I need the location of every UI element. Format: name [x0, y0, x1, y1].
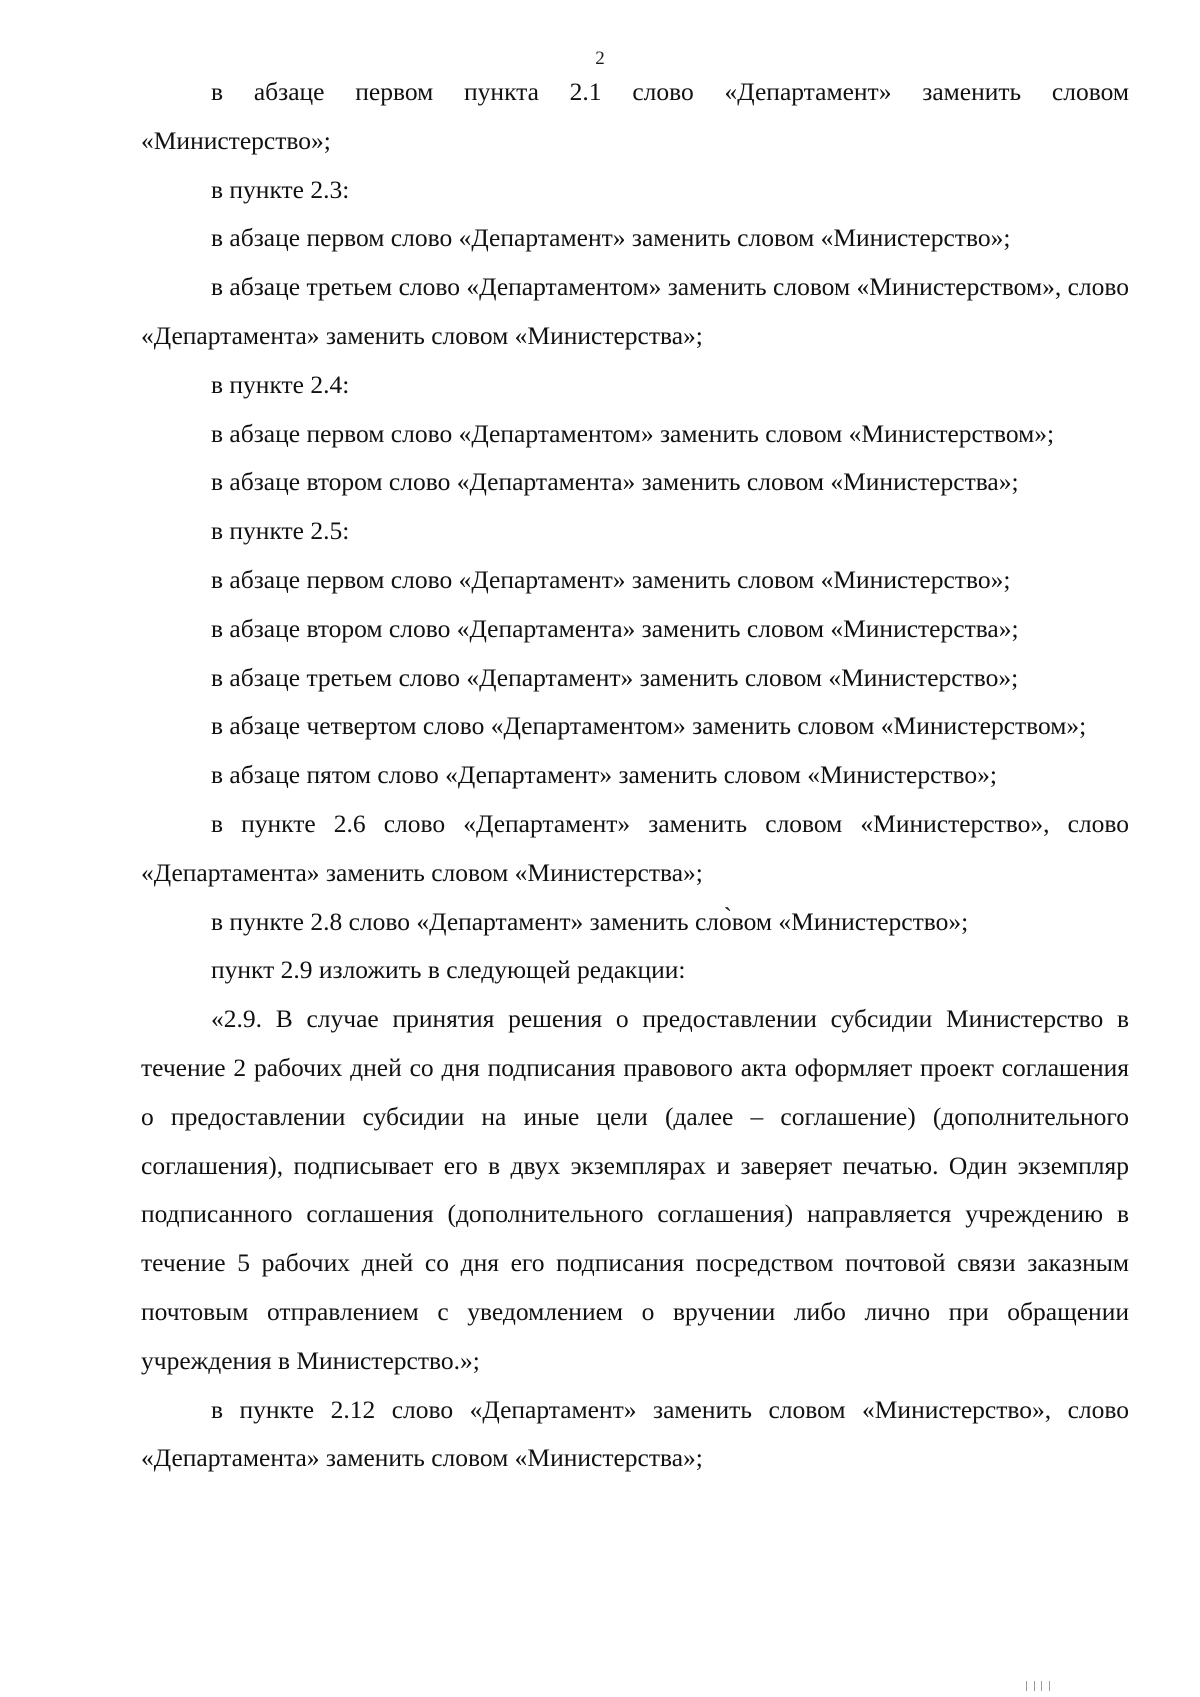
paragraph: в пункте 2.5:: [211, 516, 350, 546]
paragraph: в пункте 2.12 слово «Департамент» заменить словом «Министерство», слово «Департамента» заменить словом «Министерства»;: [141, 1394, 1129, 1473]
paragraph: в абзаце четвертом слово «Департаментом» заменить словом «Министерством»;: [211, 711, 1087, 741]
paragraph: в абзаце первом пункта 2.1 слово «Департамент» заменить словом «Министерство»;: [141, 77, 1129, 155]
paragraph: в пункте 2.6 слово «Департамент» заменить словом «Министерство», слово «Департамента» заменить словом «Министерства»;: [141, 808, 1129, 887]
paragraph: в абзаце первом слово «Департамент» заменить словом «Министерство»;: [211, 564, 1011, 594]
paragraph: в абзаце втором слово «Департамента» заменить словом «Министерства»;: [211, 613, 1019, 643]
paragraph: в пункте 2.3:: [211, 174, 350, 204]
document-body: [141, 68, 1129, 1483]
paragraph: в абзаце втором слово «Департамента» заменить словом «Министерства»;: [211, 467, 1019, 497]
paragraph: пункт 2.9 изложить в следующей редакции:: [211, 955, 686, 985]
page-number: 2: [595, 48, 605, 69]
paragraph: в абзаце первом слово «Департаментом» заменить словом «Министерством»;: [211, 418, 1055, 448]
paragraph: в пункте 2.4:: [211, 369, 350, 399]
paragraph: в абзаце пятом слово «Департамент» заменить словом «Министерство»;: [211, 760, 998, 790]
paragraph: в абзаце третьем слово «Департаментом» заменить словом «Министерством», слово «Департамента» заменить словом «Министерства»;: [141, 272, 1129, 350]
paragraph: в пункте 2.8 слово «Департамент» заменить сло̀вом «Министерство»;: [211, 906, 969, 936]
paragraph: в абзаце третьем слово «Департамент» заменить словом «Министерство»;: [211, 662, 1019, 692]
scan-mark: [1026, 1681, 1050, 1691]
paragraph: «2.9. В случае принятия решения о предоставлении субсидии Министерство в течение 2 рабочих дней со дня подписания правового акта оформляет проект соглашения о предоставлении субсидии на иные цели (далее – соглашение) (дополнительного соглашения), подписывает его в двух экземплярах и заверяет печатью. Один экземпляр подписанного соглашения (дополнительного соглашения) направляется учреждению в течение 5 рабочих дней со дня его подписания посредством почтовой связи заказным почтовым отправлением с уведомлением о вручении либо лично при обращении учреждения в Министерство.»;: [141, 1004, 1129, 1375]
paragraph: в абзаце первом слово «Департамент» заменить словом «Министерство»;: [211, 223, 1011, 253]
